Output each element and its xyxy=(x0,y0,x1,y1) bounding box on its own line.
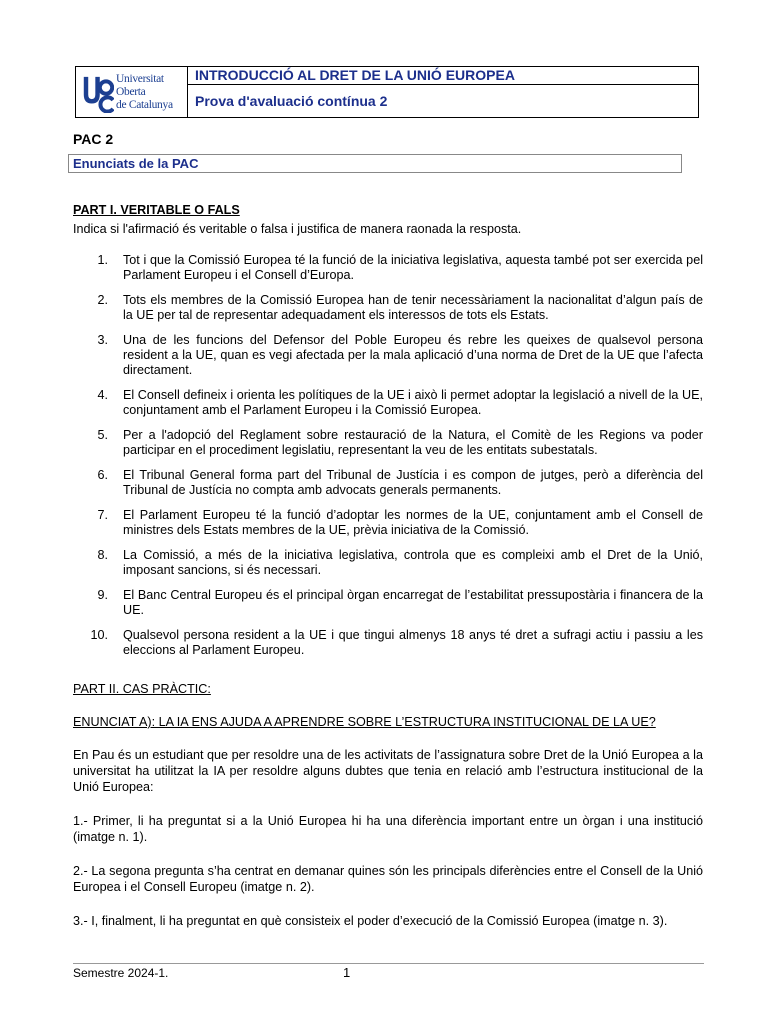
item-number: 1. xyxy=(97,253,108,267)
document-body xyxy=(73,202,703,929)
course-title: INTRODUCCIÓ AL DRET DE LA UNIÓ EUROPEA xyxy=(188,67,698,85)
logo-cell xyxy=(76,67,188,117)
uoc-logo xyxy=(82,71,187,113)
item-number: 7. xyxy=(97,508,108,522)
pac-label: PAC 2 xyxy=(73,131,114,147)
item-number: 3. xyxy=(97,333,108,347)
item-number: 10. xyxy=(90,628,108,642)
item-number: 5. xyxy=(97,428,108,442)
item-text: El Parlament Europeu té la funció d’adoptar les normes de la UE, conjuntament amb el Consell de ministres dels Estats membres de la UE, prèvia iniciativa de la Comissió. xyxy=(123,508,703,537)
page-number: 1 xyxy=(343,965,351,980)
footer-semester: Semestre 2024-1. xyxy=(73,966,169,980)
logo-text xyxy=(116,73,187,112)
list-item xyxy=(73,548,703,578)
item-number: 4. xyxy=(97,388,108,402)
item-text: El Consell defineix i orienta les polítiques de la UE i això li permet adoptar la legislació a nivell de la UE, conjuntament amb el Parlament Europeu i la Comissió Europea. xyxy=(123,388,703,417)
header-table xyxy=(75,66,699,118)
list-item xyxy=(73,333,703,378)
item-text: Per a l'adopció del Reglament sobre restauració de la Natura, el Comitè de les Regions va poder participar en el procediment legislatiu, representant la veu de les entitats subestatals. xyxy=(123,428,703,457)
list-item xyxy=(73,293,703,323)
footer-divider xyxy=(73,963,704,964)
item-number: 9. xyxy=(97,588,108,602)
item-text: La Comissió, a més de la iniciativa legislativa, controla que es compleixi amb el Dret de la Unió, imposant sancions, si és necessari. xyxy=(123,548,703,577)
logo-text-line2: de Catalunya xyxy=(116,98,173,111)
title-cell xyxy=(188,67,698,117)
part2-heading: PART II. CAS PRÀCTIC: xyxy=(73,682,211,696)
item-text: El Banc Central Europeu és el principal òrgan encarregat de l’estabilitat pressupostària i financera de la UE. xyxy=(123,588,703,617)
part1-instructions: Indica si l'afirmació és veritable o falsa i justifica de manera raonada la resposta. xyxy=(73,222,522,236)
enunciat-a-heading: ENUNCIAT A): LA IA ENS AJUDA A APRENDRE SOBRE L’ESTRUCTURA INSTITUCIONAL DE LA UE? xyxy=(73,715,656,729)
list-item xyxy=(73,253,703,283)
course-subtitle: Prova d'avaluació contínua 2 xyxy=(195,93,388,109)
list-item xyxy=(73,468,703,498)
part1-heading: PART I. VERITABLE O FALS xyxy=(73,203,240,217)
list-item xyxy=(73,628,703,658)
case-paragraph: En Pau és un estudiant que per resoldre una de les activitats de l’assignatura sobre Dret de la Unió Europea a la universitat ha utilitzat la IA per resoldre alguns dubtes que tenia en relació amb l’estructura institucional de la Unió Europea: xyxy=(73,748,703,794)
item-number: 6. xyxy=(97,468,108,482)
item-number: 8. xyxy=(97,548,108,562)
uoc-logo-mark xyxy=(82,71,114,113)
item-text: El Tribunal General forma part del Tribunal de Justícia i es compon de jutges, però a diferència del Tribunal de Justícia no compta amb advocats generals permanents. xyxy=(123,468,703,497)
case-paragraph: 2.- La segona pregunta s’ha centrat en demanar quines són les principals diferències entre el Consell de la Unió Europea i el Consell Europeu (imatge n. 2). xyxy=(73,864,703,894)
list-item xyxy=(73,428,703,458)
list-item xyxy=(73,588,703,618)
statements-list xyxy=(73,253,703,658)
list-item xyxy=(73,508,703,538)
item-number: 2. xyxy=(97,293,108,307)
case-paragraph: 3.- I, finalment, li ha preguntat en què consisteix el poder d’execució de la Comissió Europea (imatge n. 3). xyxy=(73,914,668,928)
case-paragraph: 1.- Primer, li ha preguntat si a la Unió Europea hi ha una diferència important entre un òrgan i una institució (imatge n. 1). xyxy=(73,814,703,844)
item-text: Qualsevol persona resident a la UE i que tingui almenys 18 anys té dret a sufragi actiu i passiu a les eleccions al Parlament Europeu. xyxy=(123,628,703,657)
item-text: Tot i que la Comissió Europea té la funció de la iniciativa legislativa, aquesta també pot ser exercida pel Parlament Europeu i el Consell d’Europa. xyxy=(123,253,703,282)
logo-text-line1: Universitat Oberta xyxy=(116,72,164,98)
item-text: Una de les funcions del Defensor del Poble Europeu és rebre les queixes de qualsevol persona resident a la UE, quan es vegi afectada per la mala aplicació d’una norma de Dret de la UE que l’afecta directament. xyxy=(123,333,703,377)
list-item xyxy=(73,388,703,418)
item-text: Tots els membres de la Comissió Europea han de tenir necessàriament la nacionalitat d’algun país de la UE per tal de representar adequadament els interessos de tots els Estats. xyxy=(123,293,703,322)
enunciats-heading: Enunciats de la PAC xyxy=(68,154,682,173)
